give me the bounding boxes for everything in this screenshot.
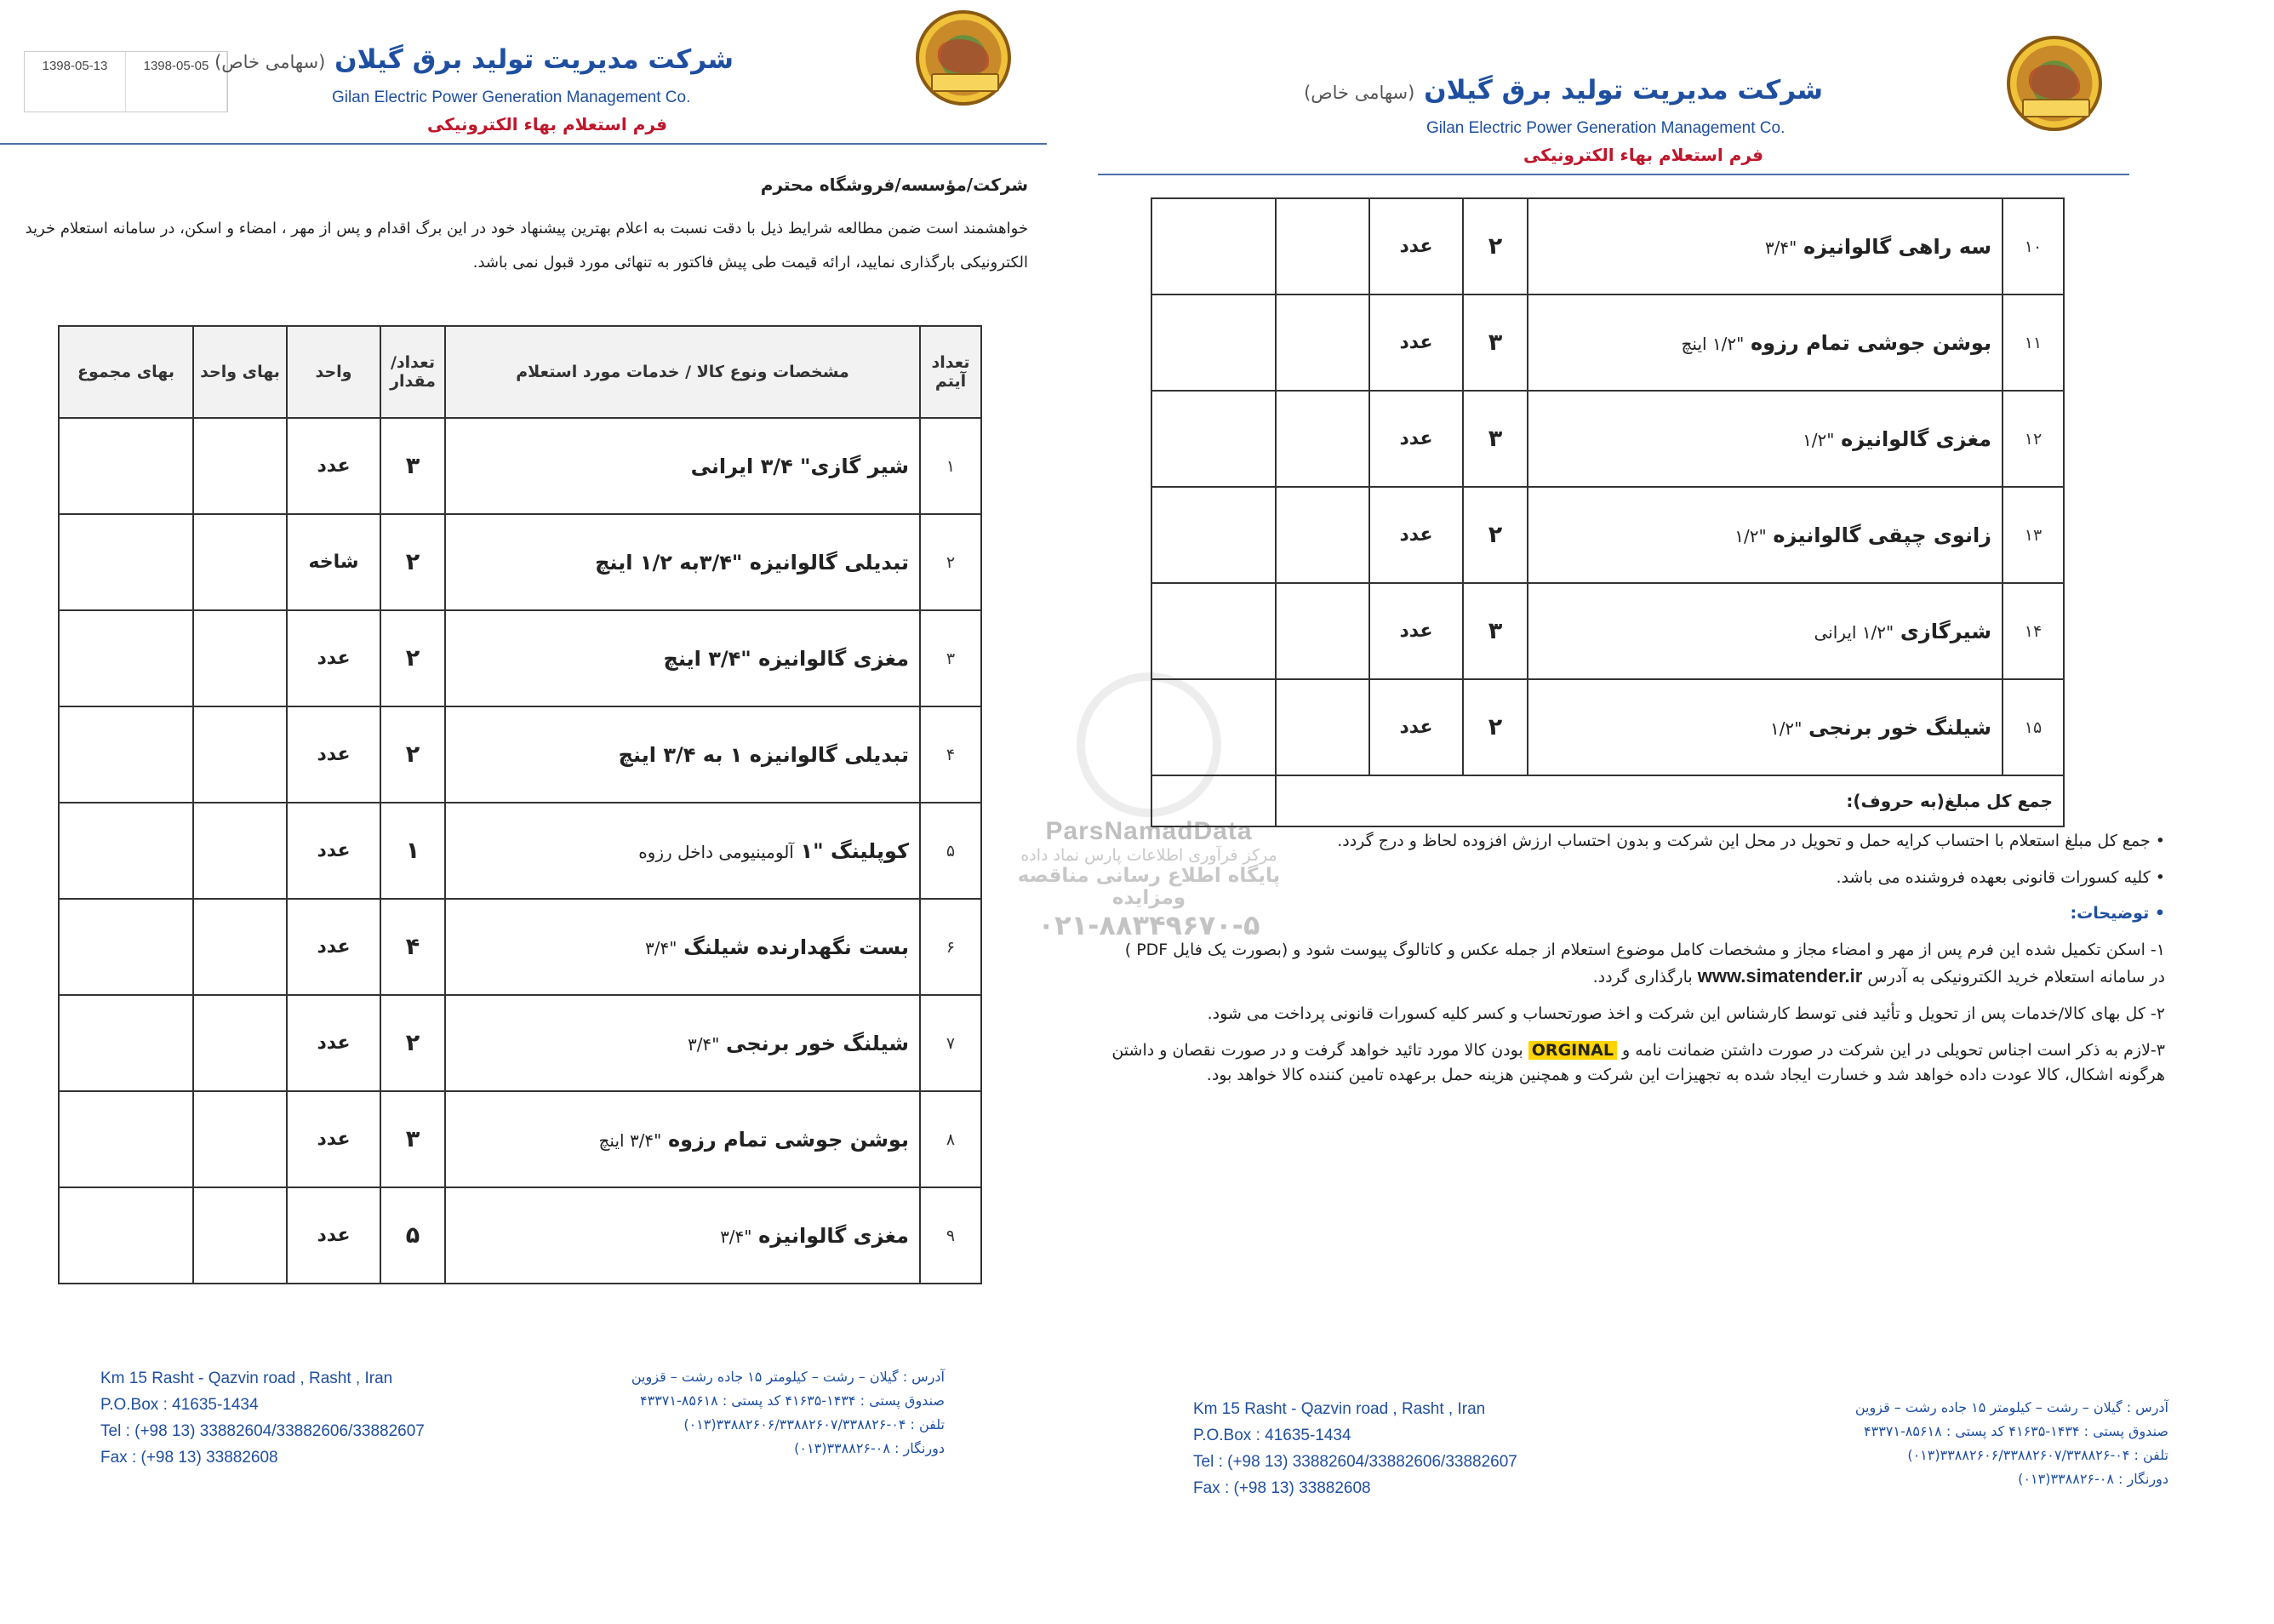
item-qty: ۴ xyxy=(380,899,445,995)
item-name: بوشن جوشی تمام رزوه xyxy=(1751,330,1991,355)
item-qty: ۲ xyxy=(1463,679,1528,775)
item-unit: عدد xyxy=(287,1091,380,1187)
item-spec: "۱/۲ xyxy=(1803,429,1835,450)
item-unit-price xyxy=(193,1091,287,1187)
table-row xyxy=(59,995,981,1091)
footer-tel-fa-right: تلفن : ۰۴-۳۳۸۸۲۶۰۶/۳۳۸۸۲۶۰۷/۳۳۸۸۲۶(۰۱۳) xyxy=(1907,1447,2168,1463)
table-row xyxy=(59,706,981,803)
item-description xyxy=(1528,583,2003,679)
item-spec: "۳/۴ xyxy=(645,937,677,958)
items-table-left xyxy=(58,325,982,1284)
item-qty: ۲ xyxy=(380,995,445,1091)
item-number: ۱۲ xyxy=(2003,391,2064,487)
footer-fax-fa-right: دورنگار : ۰۸-۳۳۸۸۲۶(۰۱۳) xyxy=(2018,1471,2168,1487)
table-row xyxy=(1151,294,2064,391)
item-total-price xyxy=(1151,294,1276,391)
items-table-right xyxy=(1151,197,2065,827)
company-logo xyxy=(916,10,1011,106)
item-qty: ۲ xyxy=(1463,198,1528,294)
item-unit-price xyxy=(193,610,287,706)
item-unit: عدد xyxy=(287,899,380,995)
item-total-price xyxy=(1151,583,1276,679)
company-name-fa-right: شرکت مدیریت تولید برق گیلان (سهامی خاص) xyxy=(1304,75,1823,106)
note-bullet-1: • جمع کل مبلغ استعلام با احتساب کرایه حمل و تحویل در محل این شرکت و بدون احتساب ارزش افزوده لحاظ و درج گردد. xyxy=(1337,832,2165,850)
header-divider xyxy=(0,143,1047,145)
table-row xyxy=(1151,583,2064,679)
item-number: ۱۱ xyxy=(2003,294,2064,391)
footer-address-fa-right: آدرس : گیلان – رشت – کیلومتر ۱۵ جاده رشت – قزوین xyxy=(1854,1399,2168,1415)
item-description xyxy=(445,803,920,899)
footer-tel-fa: تلفن : ۰۴-۳۳۸۸۲۶۰۶/۳۳۸۸۲۶۰۷/۳۳۸۸۲۶(۰۱۳) xyxy=(683,1416,945,1432)
item-unit: عدد xyxy=(1369,198,1463,294)
item-number: ۳ xyxy=(920,610,981,706)
item-unit-price xyxy=(1276,294,1369,391)
col-qty: تعداد/ مقدار xyxy=(380,326,445,418)
item-number: ۱۵ xyxy=(2003,679,2064,775)
item-spec: "۱/۲ اینچ xyxy=(1681,333,1745,354)
item-unit: عدد xyxy=(287,995,380,1091)
item-name: مغزی گالوانیزه xyxy=(1841,426,1991,451)
total-label: جمع کل مبلغ(به حروف): xyxy=(1276,775,2064,826)
item-description xyxy=(445,1091,920,1187)
item-name: تبدیلی گالوانیزه "۳/۴به ۱/۲ اینچ xyxy=(595,550,909,575)
item-unit: عدد xyxy=(287,706,380,803)
item-total-price xyxy=(59,706,193,803)
item-spec: "۳/۴ xyxy=(1764,237,1797,258)
footer-address-en: Km 15 Rasht - Qazvin road , Rasht , Iran xyxy=(100,1370,393,1387)
company-name-en: Gilan Electric Power Generation Management Co. xyxy=(332,89,691,106)
page-left xyxy=(0,0,1047,1624)
footer-address-fa: آدرس : گیلان – رشت – کیلومتر ۱۵ جاده رشت – قزوین xyxy=(631,1369,945,1385)
total-amount xyxy=(1151,775,1276,826)
footer-fa-right xyxy=(1855,1396,2168,1491)
item-description xyxy=(445,706,920,803)
item-unit: شاخه xyxy=(287,514,380,610)
item-unit-price xyxy=(193,899,287,995)
item-name: تبدیلی گالوانیزه ۱ به ۳/۴ اینچ xyxy=(618,742,909,767)
item-unit: عدد xyxy=(287,610,380,706)
item-description xyxy=(445,995,920,1091)
item-qty: ۳ xyxy=(1463,583,1528,679)
item-unit-price xyxy=(193,1187,287,1284)
item-description xyxy=(445,514,920,610)
item-name: مغزی گالوانیزه "۳/۴ اینچ xyxy=(663,646,909,671)
form-title-right: فرم استعلام بهاء الکترونیکی xyxy=(1523,145,1763,165)
date-deadline: 1398-05-05 xyxy=(126,52,227,112)
item-spec: "۳/۴ xyxy=(720,1226,752,1247)
item-total-price xyxy=(59,418,193,514)
col-item-no: تعداد آیتم xyxy=(920,326,981,418)
note-1-cont: در سامانه استعلام خرید الکترونیکی به آدرس www.simatender.ir بارگذاری گردد. xyxy=(1592,964,2165,986)
col-unit: واحد xyxy=(287,326,380,418)
intro-line-1: خواهشمند است ضمن مطالعه شرایط ذیل با دقت نسبت به اعلام بهترین پیشنهاد خود در این برگ اقدام و پس از مهر ، امضاء و اسکن، در سامانه استعلام خرید xyxy=(25,220,1028,237)
footer-fax-fa: دورنگار : ۰۸-۳۳۸۸۲۶(۰۱۳) xyxy=(794,1440,945,1456)
total-row xyxy=(1151,775,2064,826)
item-name: سه راهی گالوانیزه xyxy=(1803,234,1991,259)
date-box xyxy=(24,51,228,112)
item-description xyxy=(1528,391,2003,487)
item-spec: "۱/۲ xyxy=(1734,525,1767,546)
item-number: ۱۳ xyxy=(2003,487,2064,583)
table-row xyxy=(59,418,981,514)
item-total-price xyxy=(59,610,193,706)
header-divider-right xyxy=(1098,174,2129,175)
item-unit-price xyxy=(193,706,287,803)
item-description xyxy=(1528,487,2003,583)
item-unit: عدد xyxy=(1369,487,1463,583)
item-qty: ۳ xyxy=(1463,294,1528,391)
logo-band-icon-right xyxy=(2022,99,2090,117)
item-description xyxy=(1528,198,2003,294)
salutation: شرکت/مؤسسه/فروشگاه محترم xyxy=(760,174,1028,195)
table-row xyxy=(59,1091,981,1187)
footer-fax-en-right: Fax : (+98 13) 33882608 xyxy=(1193,1479,1371,1497)
item-number: ۶ xyxy=(920,899,981,995)
notes xyxy=(1111,831,2165,1101)
item-name: شیلنگ خور برنجی xyxy=(1808,715,1991,740)
item-qty: ۲ xyxy=(380,610,445,706)
item-unit-price xyxy=(193,514,287,610)
item-description xyxy=(445,899,920,995)
company-logo-right xyxy=(2007,36,2102,131)
item-name: مغزی گالوانیزه xyxy=(758,1223,909,1248)
col-description: مشخصات ونوع کالا / خدمات مورد استعلام xyxy=(445,326,920,418)
item-unit: عدد xyxy=(287,803,380,899)
item-number: ۵ xyxy=(920,803,981,899)
item-number: ۸ xyxy=(920,1091,981,1187)
item-qty: ۵ xyxy=(380,1187,445,1284)
item-qty: ۲ xyxy=(1463,487,1528,583)
item-qty: ۳ xyxy=(1463,391,1528,487)
item-total-price xyxy=(1151,391,1276,487)
table-row xyxy=(1151,679,2064,775)
table-row xyxy=(1151,487,2064,583)
item-unit: عدد xyxy=(287,1187,380,1284)
item-description xyxy=(445,418,920,514)
item-qty: ۳ xyxy=(380,1091,445,1187)
footer-pobox-en-right: P.O.Box : 41635-1434 xyxy=(1193,1427,1351,1444)
item-description xyxy=(1528,679,2003,775)
table-row xyxy=(1151,391,2064,487)
watermark-line-1: مرکز فرآوری اطلاعات پارس نماد داده xyxy=(1020,846,1277,865)
item-number: ۱ xyxy=(920,418,981,514)
col-total-price: بهای مجموع xyxy=(59,326,193,418)
note-url: www.simatender.ir xyxy=(1697,964,1863,986)
item-unit-price xyxy=(193,803,287,899)
table-row xyxy=(59,610,981,706)
item-total-price xyxy=(59,1187,193,1284)
item-unit: عدد xyxy=(1369,294,1463,391)
item-number: ۹ xyxy=(920,1187,981,1284)
item-number: ۱۴ xyxy=(2003,583,2064,679)
item-total-price xyxy=(59,995,193,1091)
item-total-price xyxy=(59,899,193,995)
item-unit-price xyxy=(1276,583,1369,679)
item-description xyxy=(445,1187,920,1284)
item-unit: عدد xyxy=(287,418,380,514)
note-3-cont: هرگونه اشکال، کالا عودت داده خواهد شد و خسارت ایجاد شده به تجهیزات این شرکت و همچنین هزینه حمل برعهده تامین کننده کالا خواهد بود. xyxy=(1206,1065,2165,1084)
watermark-line-2: پایگاه اطلاع رسانی مناقصه ومزایده xyxy=(1017,865,1281,909)
footer-address-en-right: Km 15 Rasht - Qazvin road , Rasht , Iran xyxy=(1193,1400,1486,1418)
table-row xyxy=(59,899,981,995)
company-type-right: (سهامی خاص) xyxy=(1304,83,1415,103)
item-name: شیلنگ خور برنجی xyxy=(726,1031,909,1055)
item-qty: ۳ xyxy=(380,418,445,514)
item-unit: عدد xyxy=(1369,679,1463,775)
logo-band-icon xyxy=(931,73,999,92)
item-total-price xyxy=(1151,198,1276,294)
note-1: ۱- اسکن تکمیل شده این فرم پس از مهر و امضاء مجاز و مشخصات کامل موضوع استعلام از جمله عکس و کاتالوگ پیوست شود و (بصورت یک فایل PDF ) xyxy=(1124,941,2165,960)
item-total-price xyxy=(1151,487,1276,583)
watermark-name: ParsNamadData xyxy=(1045,817,1253,845)
item-name: بوشن جوشی تمام رزوه xyxy=(668,1127,909,1152)
item-total-price xyxy=(59,514,193,610)
footer-en-right xyxy=(1193,1396,1517,1501)
footer-tel-en: Tel : (+98 13) 33882604/33882606/33882607 xyxy=(100,1422,425,1440)
item-total-price xyxy=(1151,679,1276,775)
footer-pobox-fa: صندوق پستی : ۱۴۳۴-۴۱۶۳۵ کد پستی : ۸۵۶۱۸-۴۳۳۷۱ xyxy=(640,1392,945,1409)
item-name: کوپلینگ "۱ xyxy=(800,838,909,863)
item-qty: ۲ xyxy=(380,514,445,610)
item-unit-price xyxy=(193,418,287,514)
note-3: ۳-لازم به ذکر است اجناس تحویلی در این شرکت در صورت داشتن ضمانت نامه و ORGINAL بودن کالا مورد تائید خواهد گرفت و در صورت نقصان و داشتن xyxy=(1111,1041,2165,1061)
item-number: ۷ xyxy=(920,995,981,1091)
item-number: ۴ xyxy=(920,706,981,803)
table-row xyxy=(59,514,981,610)
item-unit-price xyxy=(1276,487,1369,583)
original-badge: ORGINAL xyxy=(1528,1041,1617,1060)
item-description xyxy=(445,610,920,706)
footer-tel-en-right: Tel : (+98 13) 33882604/33882606/33882607 xyxy=(1193,1453,1517,1471)
logo-map-icon xyxy=(938,39,989,73)
item-number: ۱۰ xyxy=(2003,198,2064,294)
footer-en xyxy=(100,1365,425,1471)
item-unit-price xyxy=(1276,198,1369,294)
item-name: بست نگهدارنده شیلنگ xyxy=(683,935,909,959)
date-issued: 1398-05-13 xyxy=(25,52,126,112)
footer-fa xyxy=(631,1365,945,1461)
item-name: شیر گازی" ۳/۴ ایرانی xyxy=(690,454,909,478)
table-row xyxy=(1151,198,2064,294)
note-bullet-2: • کلیه کسورات قانونی بعهده فروشنده می باشد. xyxy=(1836,867,2165,887)
note-bullet-3: • توضیحات: xyxy=(2070,904,2165,924)
form-title: فرم استعلام بهاء الکترونیکی xyxy=(427,114,667,134)
item-spec: "۱/۲ xyxy=(1769,718,1803,739)
company-name-fa: شرکت مدیریت تولید برق گیلان (سهامی خاص) xyxy=(214,44,734,75)
table-row xyxy=(59,1187,981,1284)
item-spec: "۳/۴ xyxy=(687,1033,720,1055)
item-name: زانوی چپقی گالوانیزه xyxy=(1773,523,1991,547)
company-type: (سهامی خاص) xyxy=(214,52,326,72)
note-2: ۲- کل بهای کالا/خدمات پس از تحویل و تأئید فنی توسط کارشناس این شرکت و اخذ صورتحساب و کسر کلیه کسورات قانونی پرداخت می شود. xyxy=(1207,1004,2165,1024)
item-qty: ۱ xyxy=(380,803,445,899)
company-name-en-right: Gilan Electric Power Generation Management Co. xyxy=(1426,119,1785,137)
intro-line-2: الکترونیکی بارگذاری نمایید، ارائه قیمت طی پیش فاکتور به تنهائی مورد قبول نمی باشد. xyxy=(472,254,1028,272)
item-name: شیرگازی xyxy=(1900,619,1991,643)
item-spec: "۳/۴ اینچ xyxy=(598,1129,662,1151)
page-right xyxy=(1098,0,2274,1624)
item-unit: عدد xyxy=(1369,391,1463,487)
table-row xyxy=(59,803,981,899)
table-header-row xyxy=(59,326,981,418)
item-unit-price xyxy=(1276,391,1369,487)
col-unit-price: بهای واحد xyxy=(193,326,287,418)
item-unit: عدد xyxy=(1369,583,1463,679)
item-qty: ۲ xyxy=(380,706,445,803)
item-total-price xyxy=(59,1091,193,1187)
watermark-phone: ۰۲۱-۸۸۳۴۹۶۷۰-۵ xyxy=(1037,909,1260,941)
item-number: ۲ xyxy=(920,514,981,610)
item-unit-price xyxy=(193,995,287,1091)
logo-map-icon-right xyxy=(2029,65,2080,99)
item-total-price xyxy=(59,803,193,899)
footer-pobox-en: P.O.Box : 41635-1434 xyxy=(100,1396,259,1414)
item-unit-price xyxy=(1276,679,1369,775)
item-spec: "۱/۲ ایرانی xyxy=(1814,621,1894,643)
item-description xyxy=(1528,294,2003,391)
footer-fax-en: Fax : (+98 13) 33882608 xyxy=(100,1449,278,1467)
item-spec: آلومینیومی داخل رزوه xyxy=(638,841,794,862)
footer-pobox-fa-right: صندوق پستی : ۱۴۳۴-۴۱۶۳۵ کد پستی : ۸۵۶۱۸-۴۳۳۷۱ xyxy=(1864,1423,2168,1439)
